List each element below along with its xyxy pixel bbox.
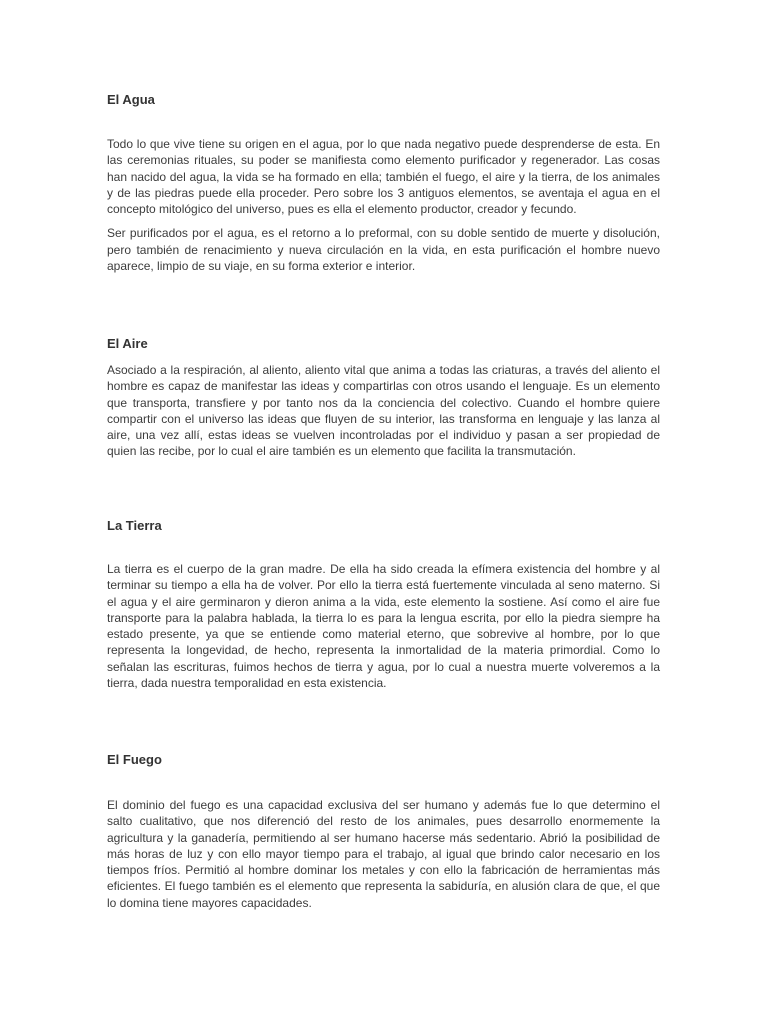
paragraph: Ser purificados por el agua, es el retorno a lo preformal, con su doble sentido de muerte y disolución, pero también de renacimiento y nueva circulación en la vida, en esta purificación el hombre nuevo aparece, limpio de su viaje, en su forma exterior e interior. bbox=[107, 226, 660, 274]
paragraph: Todo lo que vive tiene su origen en el agua, por lo que nada negativo puede desprenderse de esta. En las ceremonias rituales, su poder se manifiesta como elemento purificador y regenerador. Las cosas han nacido del agua, la vida se ha formado en ella; también el fuego, el aire y la tierra, de los animales y de las piedras puede ella proceder. Pero sobre los 3 antiguos elementos, se aventaja el agua en el concepto mitológico del universo, pues es ella el elemento productor, creador y fecundo. bbox=[107, 137, 660, 217]
section-aire bbox=[107, 336, 660, 460]
section-title-aire: El Aire bbox=[107, 336, 148, 351]
section-title-tierra: La Tierra bbox=[107, 518, 162, 533]
paragraph: El dominio del fuego es una capacidad exclusiva del ser humano y además fue lo que determino el salto cualitativo, que nos diferenció del resto de los animales, pues desarrollo enormemente la agricultura y la ganadería, permitiendo al ser humano hacerse más sedentario. Abrió la posibilidad de más horas de luz y con ello mayor tiempo para el trabajo, al igual que brindo calor necesario en los tiempos fríos. Permitió al hombre dominar los metales y con ello la fabricación de herramientas más eficientes. El fuego también es el elemento que representa la sabiduría, en alusión clara de que, el que lo domina tiene mayores capacidades. bbox=[107, 798, 660, 910]
section-agua bbox=[107, 92, 660, 274]
paragraph: Asociado a la respiración, al aliento, aliento vital que anima a todas las criaturas, a través del aliento el hombre es capaz de manifestar las ideas y compartirlas con otros usando el lenguaje. Es un elemento que transporta, transfiere y por tanto nos da la conciencia del colectivo. Cuando el hombre quiere compartir con el universo las ideas que fluyen de su interior, las transforma en lenguaje y las lanza al aire, una vez allí, estas ideas se vuelven incontroladas por el individuo y pasan a ser propiedad de quien las recibe, por lo cual el aire también es un elemento que facilita la transmutación. bbox=[107, 363, 660, 459]
section-title-fuego: El Fuego bbox=[107, 752, 162, 767]
paragraph: La tierra es el cuerpo de la gran madre. De ella ha sido creada la efímera existencia del hombre y al terminar su tiempo a ella ha de volver. Por ello la tierra está fuertemente vinculada al seno materno. Si el agua y el aire germinaron y dieron anima a la vida, este elemento la sostiene. Así como el aire fue transporte para la palabra hablada, la tierra lo es para la lengua escrita, por ello la piedra siempre ha estado presente, ya que se entiende como material eterno, que sobrevive al hombre, por lo que representa la longevidad, de hecho, representa la inmortalidad de la materia primordial. Como lo señalan las escrituras, fuimos hechos de tierra y agua, por lo cual a nuestra muerte volveremos a la tierra, dada nuestra temporalidad en esta existencia. bbox=[107, 562, 660, 691]
section-tierra bbox=[107, 518, 660, 691]
section-title-agua: El Agua bbox=[107, 92, 155, 107]
section-fuego bbox=[107, 752, 660, 911]
